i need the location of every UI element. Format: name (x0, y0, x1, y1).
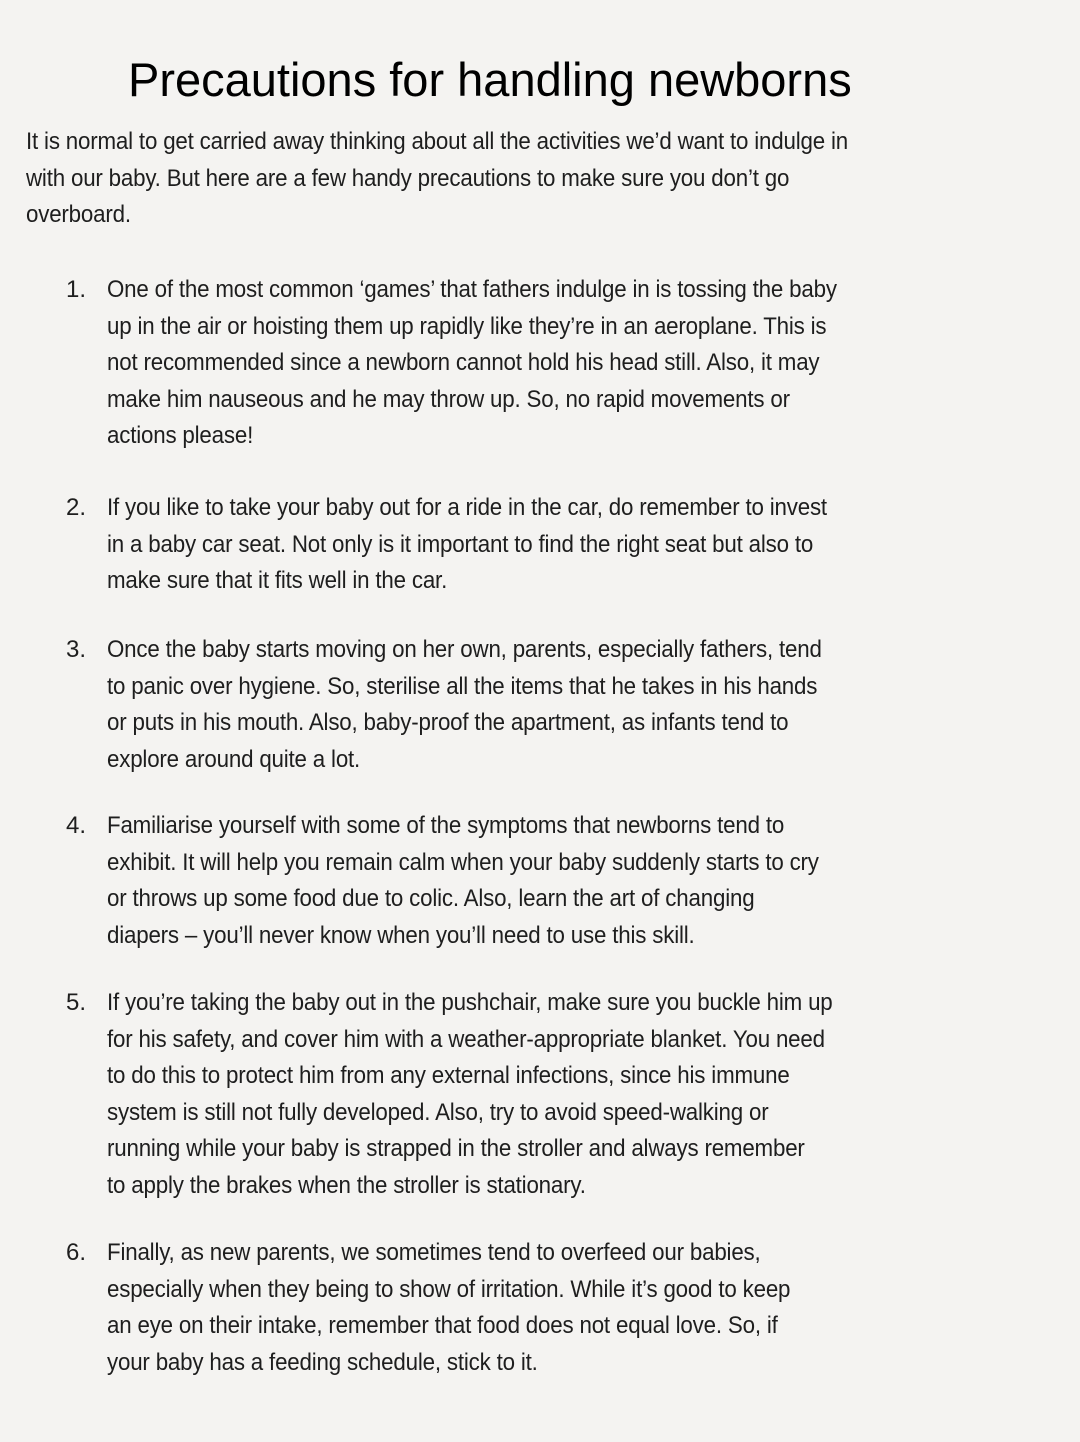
list-item-number: 3. (66, 636, 87, 663)
list-item-text (107, 1235, 1047, 1381)
text-line: If you like to take your baby out for a ride in the car, do remember to invest (107, 494, 827, 521)
text-line: not recommended since a newborn cannot hold his head still. Also, it may (107, 349, 820, 376)
text-line: system is still not fully developed. Also, try to avoid speed-walking or (107, 1098, 769, 1126)
list-item-text (107, 490, 1047, 600)
text-line: or puts in his mouth. Also, baby-proof the apartment, as infants tend to (107, 709, 789, 736)
list-item-text (107, 272, 1047, 455)
page-title: Precautions for handling newborns (128, 53, 852, 106)
text-line: for his safety, and cover him with a weather-appropriate blanket. You need (107, 1025, 825, 1053)
text-line: up in the air or hoisting them up rapidly like they’re in an aeroplane. This is (107, 312, 827, 340)
text-line: or throws up some food due to colic. Also, learn the art of changing (107, 885, 755, 912)
list-item-number: 1. (66, 276, 87, 303)
intro-line: It is normal to get carried away thinking about all the activities we’d want to indulge in (26, 128, 848, 155)
text-line: exhibit. It will help you remain calm when your baby suddenly starts to cry (107, 848, 819, 876)
list-item-text (107, 808, 1047, 954)
text-line: in a baby car seat. Not only is it important to find the right seat but also to (107, 530, 814, 558)
text-line: Finally, as new parents, we sometimes tend to overfeed our babies, (107, 1239, 761, 1266)
list-item-text (107, 632, 1047, 778)
text-line: actions please! (107, 422, 254, 449)
text-line: Familiarise yourself with some of the symptoms that newborns tend to (107, 812, 785, 839)
intro-line: with our baby. But here are a few handy precautions to make sure you don’t go (26, 164, 790, 192)
text-line: If you’re taking the baby out in the pushchair, make sure you buckle him up (107, 989, 833, 1016)
text-line: explore around quite a lot. (107, 745, 361, 773)
text-line: running while your baby is strapped in the stroller and always remember (107, 1135, 805, 1162)
text-line: an eye on their intake, remember that food does not equal love. So, if (107, 1312, 778, 1339)
text-line: make him nauseous and he may throw up. So, no rapid movements or (107, 385, 790, 413)
intro-line: overboard. (26, 201, 131, 228)
text-line: to do this to protect him from any external infections, since his immune (107, 1062, 790, 1089)
list-item-number: 6. (66, 1239, 87, 1266)
list-item-number: 4. (66, 812, 87, 839)
text-line: One of the most common ‘games’ that fathers indulge in is tossing the baby (107, 276, 837, 303)
text-line: to apply the brakes when the stroller is stationary. (107, 1171, 586, 1199)
list-item-number: 2. (66, 494, 87, 521)
list-item-number: 5. (66, 989, 87, 1016)
list-item-text (107, 985, 1047, 1204)
intro-paragraph (26, 124, 1076, 234)
text-line: your baby has a feeding schedule, stick to it. (107, 1348, 538, 1376)
text-line: Once the baby starts moving on her own, parents, especially fathers, tend (107, 636, 822, 663)
text-line: make sure that it fits well in the car. (107, 567, 448, 594)
text-line: diapers – you’ll never know when you’ll need to use this skill. (107, 921, 695, 949)
text-line: to panic over hygiene. So, sterilise all the items that he takes in his hands (107, 672, 818, 700)
text-line: especially when they being to show of irritation. While it’s good to keep (107, 1275, 791, 1303)
